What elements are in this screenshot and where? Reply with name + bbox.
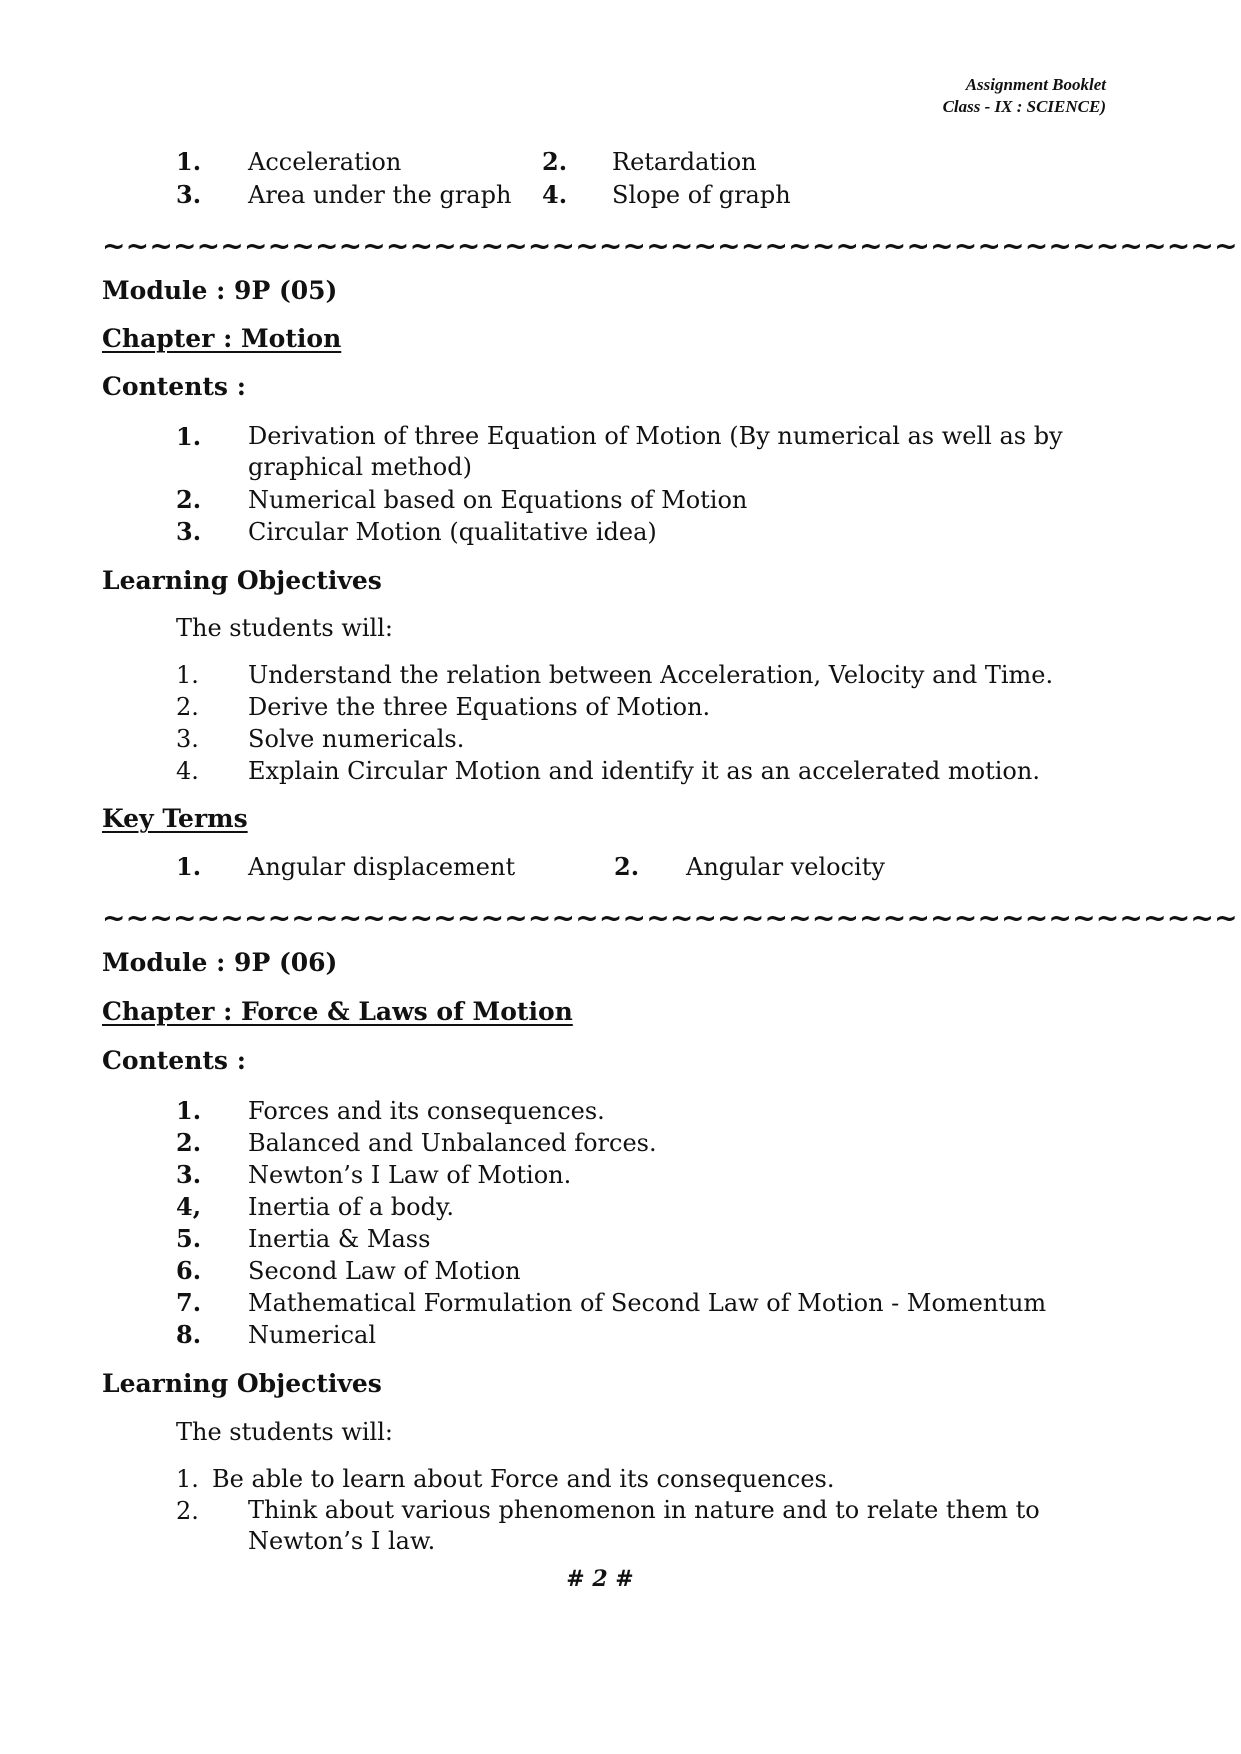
- content-item: Mathematical Formulation of Second Law of Motion - Momentum: [248, 1289, 1047, 1317]
- section-separator: ~~~~~~~~~~~~~~~~~~~~~~~~~~~~~~~~~~~~~~~~~~~~~~~~: [102, 229, 1238, 262]
- objective-number: 2.: [176, 693, 199, 721]
- objective-number: 1.: [176, 661, 199, 689]
- option-number: 2.: [542, 147, 568, 176]
- page-header: [943, 74, 1106, 118]
- objective-number: 3.: [176, 725, 199, 753]
- objective-number: 1.: [176, 1465, 199, 1493]
- section-separator: ~~~~~~~~~~~~~~~~~~~~~~~~~~~~~~~~~~~~~~~~~~~~~~~~: [102, 901, 1238, 934]
- key-term-number: 2.: [614, 852, 640, 881]
- content-number: 4,: [176, 1192, 202, 1221]
- content-number: 5.: [176, 1224, 202, 1253]
- chapter-title: Chapter : Force & Laws of Motion: [102, 997, 573, 1026]
- option-number: 1.: [176, 147, 202, 176]
- module-title: Module : 9P (05): [102, 276, 338, 305]
- content-number: 2.: [176, 1128, 202, 1157]
- content-item: Balanced and Unbalanced forces.: [248, 1129, 657, 1157]
- learning-objectives-label: Learning Objectives: [102, 1369, 382, 1398]
- objective-item: Think about various phenomenon in nature and to relate them to Newton’s I law.: [248, 1496, 1040, 1555]
- content-item: Inertia & Mass: [248, 1225, 431, 1253]
- objective-item: Solve numericals.: [248, 725, 465, 753]
- content-number: 7.: [176, 1288, 202, 1317]
- objective-item: Derive the three Equations of Motion.: [248, 693, 711, 721]
- content-item: Circular Motion (qualitative idea): [248, 518, 657, 546]
- contents-label: Contents :: [102, 372, 246, 401]
- content-number: 3.: [176, 1160, 202, 1189]
- option-text: Acceleration: [248, 148, 402, 176]
- key-term: Angular velocity: [686, 853, 885, 881]
- content-item: Numerical: [248, 1321, 376, 1349]
- content-item: Inertia of a body.: [248, 1193, 454, 1221]
- option-number: 4.: [542, 180, 568, 209]
- contents-label: Contents :: [102, 1046, 246, 1075]
- content-number: 6.: [176, 1256, 202, 1285]
- content-item: Newton’s I Law of Motion.: [248, 1161, 572, 1189]
- key-term: Angular displacement: [248, 853, 516, 881]
- content-item: Numerical based on Equations of Motion: [248, 486, 748, 514]
- content-number: 1.: [176, 1096, 202, 1125]
- page-number: # 2 #: [566, 1566, 634, 1592]
- option-number: 3.: [176, 180, 202, 209]
- objective-item: Understand the relation between Acceleration, Velocity and Time.: [248, 661, 1054, 689]
- content-number: 1.: [176, 422, 202, 451]
- objective-item: Explain Circular Motion and identify it as an accelerated motion.: [248, 757, 1040, 785]
- content-number: 3.: [176, 517, 202, 546]
- module-title: Module : 9P (06): [102, 948, 338, 977]
- header-booklet-title: Assignment Booklet: [965, 75, 1106, 94]
- objective-number: 4.: [176, 757, 199, 785]
- content-item: Second Law of Motion: [248, 1257, 521, 1285]
- content-item: Derivation of three Equation of Motion (By numerical as well as by graphical method): [248, 422, 1063, 481]
- learning-objectives-label: Learning Objectives: [102, 566, 382, 595]
- content-number: 8.: [176, 1320, 202, 1349]
- header-class-label: Class - IX : SCIENCE): [942, 97, 1106, 116]
- objective-number: 2.: [176, 1497, 199, 1525]
- key-term-number: 1.: [176, 852, 202, 881]
- option-text: Retardation: [612, 148, 757, 176]
- chapter-title: Chapter : Motion: [102, 324, 342, 353]
- key-terms-label: Key Terms: [102, 804, 248, 833]
- option-text: Area under the graph: [248, 181, 512, 209]
- objectives-intro: The students will:: [176, 1418, 393, 1446]
- option-text: Slope of graph: [612, 181, 791, 209]
- objective-item: Be able to learn about Force and its consequences.: [212, 1465, 835, 1493]
- content-item: Forces and its consequences.: [248, 1097, 605, 1125]
- content-number: 2.: [176, 485, 202, 514]
- objectives-intro: The students will:: [176, 614, 393, 642]
